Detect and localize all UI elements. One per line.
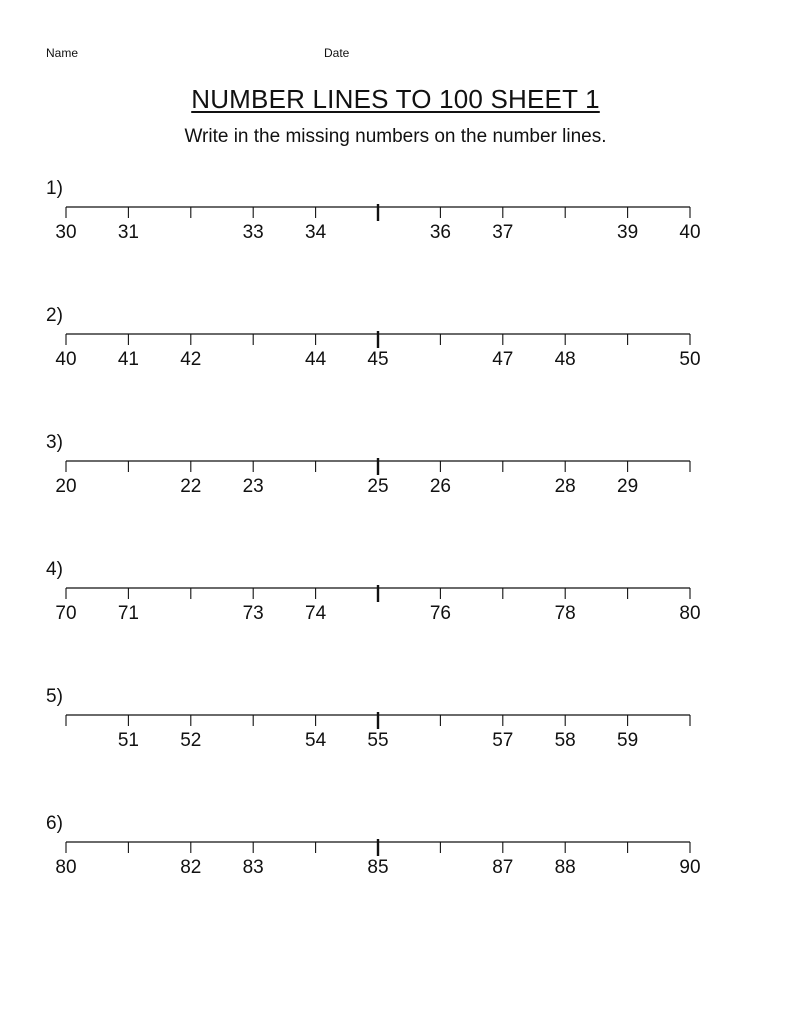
tick-label: 31: [117, 222, 139, 243]
tick-label: 28: [554, 476, 576, 497]
number-line: [0, 432, 791, 542]
tick-label: 74: [305, 603, 327, 624]
number-line-problem: [0, 178, 791, 288]
page-title: NUMBER LINES TO 100 SHEET 1: [191, 84, 600, 114]
problem-number: 1): [46, 178, 63, 199]
tick-label: 73: [242, 603, 264, 624]
tick-label: 34: [305, 222, 327, 243]
tick-label: 26: [429, 476, 451, 497]
tick-label: 29: [617, 476, 639, 497]
tick-label: 36: [429, 222, 451, 243]
problem-number: 5): [46, 686, 63, 707]
tick-label: 44: [305, 349, 327, 370]
number-line-problem: [0, 686, 791, 796]
tick-label: 58: [554, 730, 576, 751]
tick-label: 30: [55, 222, 77, 243]
tick-label: 59: [617, 730, 639, 751]
tick-label: 80: [679, 603, 701, 624]
tick-label: 20: [55, 476, 77, 497]
tick-label: 33: [242, 222, 264, 243]
tick-label: 57: [492, 730, 514, 751]
tick-label: 45: [367, 349, 389, 370]
number-line-problem: [0, 559, 791, 669]
tick-label: 25: [367, 476, 389, 497]
number-line-problem: [0, 305, 791, 415]
problem-number: 4): [46, 559, 63, 580]
tick-label: 82: [180, 857, 202, 878]
tick-label: 78: [554, 603, 576, 624]
tick-label: 50: [679, 349, 701, 370]
problem-number: 3): [46, 432, 63, 453]
number-line: [0, 813, 791, 923]
problem-number: 6): [46, 813, 63, 834]
tick-label: 47: [492, 349, 514, 370]
date-label: Date: [324, 46, 350, 60]
tick-label: 41: [117, 349, 139, 370]
tick-label: 88: [554, 857, 576, 878]
tick-label: 90: [679, 857, 701, 878]
tick-label: 52: [180, 730, 202, 751]
tick-label: 71: [117, 603, 139, 624]
instructions: Write in the missing numbers on the number lines.: [184, 126, 607, 147]
tick-label: 70: [55, 603, 77, 624]
number-line-problem: [0, 432, 791, 542]
tick-label: 83: [242, 857, 264, 878]
tick-label: 22: [180, 476, 202, 497]
number-line-problem: [0, 813, 791, 923]
tick-label: 42: [180, 349, 202, 370]
tick-label: 48: [554, 349, 576, 370]
tick-label: 51: [117, 730, 139, 751]
tick-label: 87: [492, 857, 514, 878]
tick-label: 55: [367, 730, 389, 751]
tick-label: 40: [679, 222, 701, 243]
tick-label: 80: [55, 857, 77, 878]
name-label: Name: [46, 46, 79, 60]
tick-label: 23: [242, 476, 264, 497]
tick-label: 76: [429, 603, 451, 624]
tick-label: 40: [55, 349, 77, 370]
tick-label: 54: [305, 730, 327, 751]
problem-number: 2): [46, 305, 63, 326]
tick-label: 39: [617, 222, 639, 243]
tick-label: 37: [492, 222, 514, 243]
tick-label: 85: [367, 857, 389, 878]
